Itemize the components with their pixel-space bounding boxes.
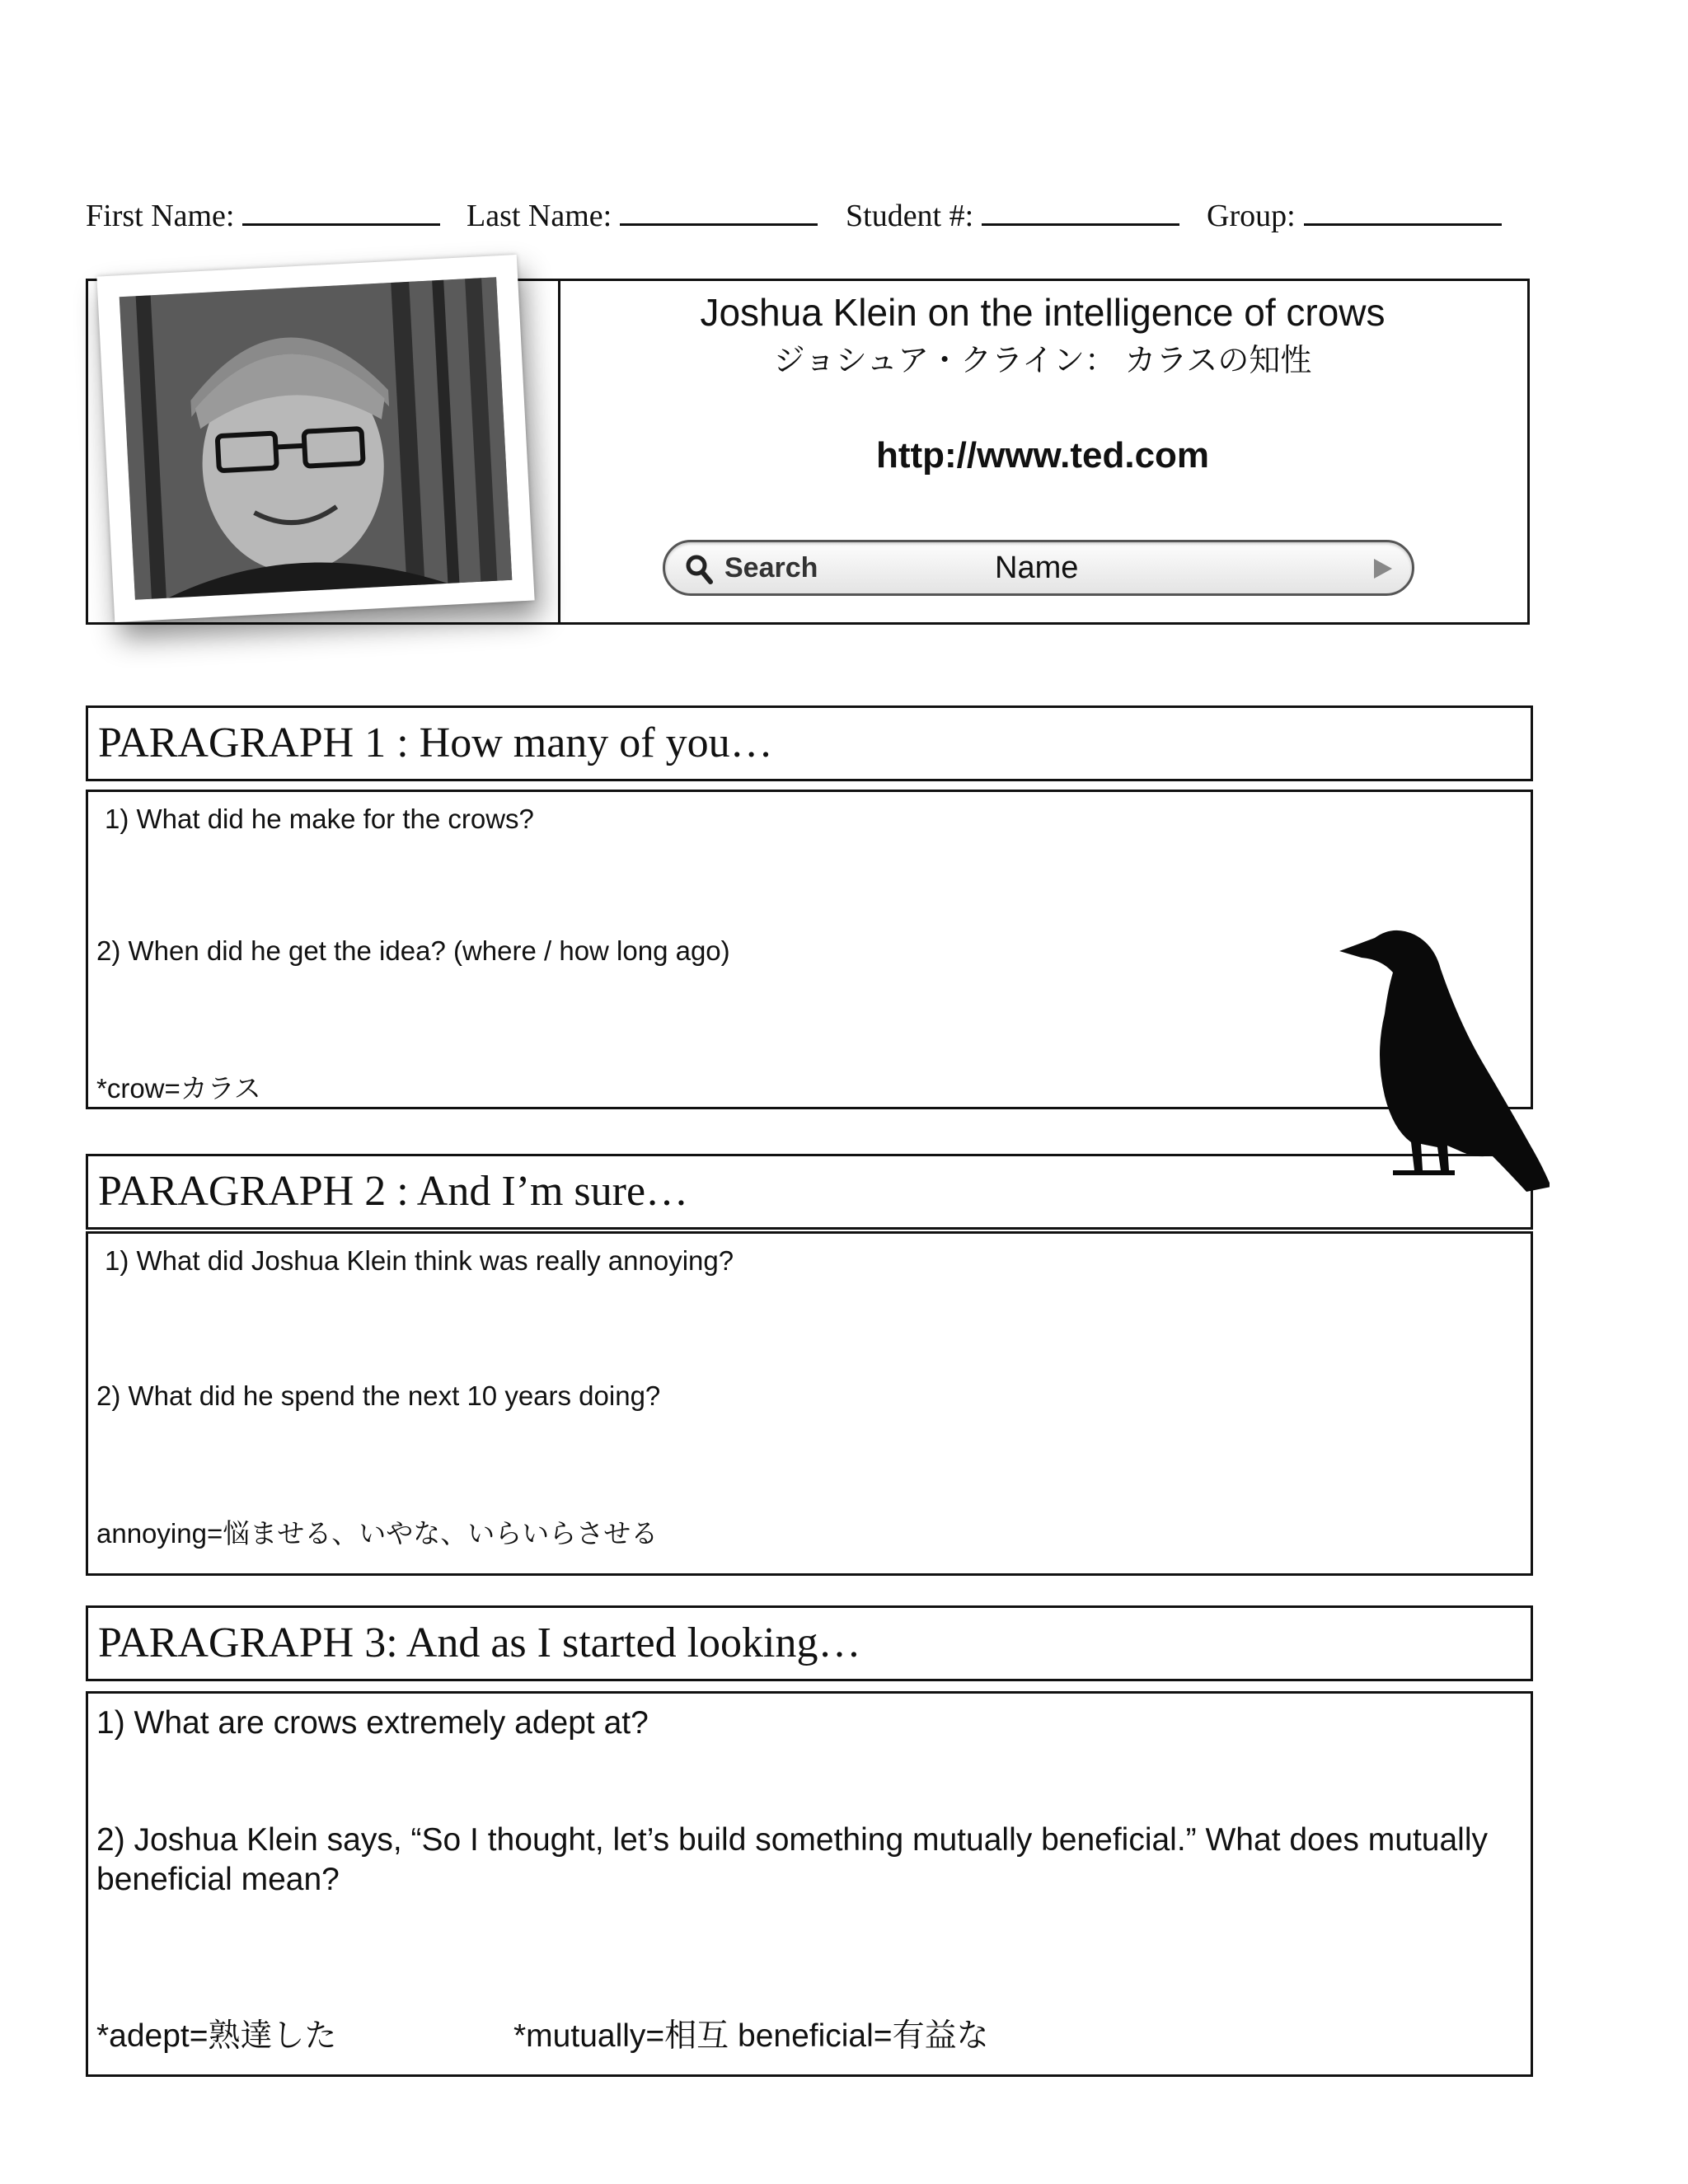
paragraph3-vocab-adept: *adept=熟達した bbox=[96, 2018, 337, 2054]
search-input-value[interactable]: Name bbox=[995, 551, 1079, 585]
speaker-portrait-image bbox=[120, 277, 513, 599]
paragraph2-vocab: annoying=悩ませる、いやな、いらいらさせる bbox=[96, 1518, 659, 1549]
paragraph1-questions bbox=[86, 790, 1533, 1109]
paragraph2-question1: 1) What did Joshua Klein think was really annoying? bbox=[105, 1245, 734, 1276]
portrait-illustration bbox=[120, 277, 513, 599]
crow-icon bbox=[1335, 923, 1550, 1195]
play-icon[interactable] bbox=[1372, 557, 1394, 580]
group-blank[interactable] bbox=[1304, 199, 1502, 226]
paragraph3-vocab-mutually: *mutually=相互 beneficial=有益な bbox=[513, 2018, 989, 2054]
paragraph1-vocab: *crow=カラス bbox=[96, 1073, 261, 1104]
search-bar[interactable] bbox=[663, 540, 1414, 596]
first-name-label: First Name: bbox=[86, 199, 235, 233]
paragraph1-question2: 2) When did he get the idea? (where / how long ago) bbox=[96, 935, 730, 966]
ted-url[interactable]: http://www.ted.com bbox=[875, 435, 1210, 476]
paragraph3-question1: 1) What are crows extremely adept at? bbox=[96, 1705, 649, 1741]
speaker-photo bbox=[96, 255, 534, 622]
group-label: Group: bbox=[1207, 199, 1296, 233]
last-name-label: Last Name: bbox=[467, 199, 612, 233]
paragraph2-question2: 2) What did he spend the next 10 years doing? bbox=[96, 1380, 661, 1411]
first-name-field[interactable] bbox=[86, 198, 440, 234]
student-number-label: Student #: bbox=[846, 199, 974, 233]
paragraph3-heading: PARAGRAPH 3: And as I started looking… bbox=[86, 1605, 1533, 1681]
paragraph1-question1: 1) What did he make for the crows? bbox=[105, 804, 534, 834]
paragraph3-questions bbox=[86, 1691, 1533, 2077]
first-name-blank[interactable] bbox=[242, 199, 440, 226]
student-number-field[interactable] bbox=[846, 198, 1179, 234]
group-field[interactable] bbox=[1207, 198, 1502, 234]
search-icon bbox=[685, 554, 713, 585]
paragraph3-question2: 2) Joshua Klein says, “So I thought, let’s build something mutually beneficial.” What does mutually beneficial mean? bbox=[96, 1822, 1488, 1897]
student-info-fields bbox=[86, 198, 1536, 247]
paragraph1-heading: PARAGRAPH 1 : How many of you… bbox=[86, 705, 1533, 781]
talk-title-japanese: ジョシュア・クライン： カラスの知性 bbox=[773, 344, 1312, 378]
paragraph2-questions bbox=[86, 1231, 1533, 1576]
talk-title-english: Joshua Klein on the intelligence of crows bbox=[700, 291, 1386, 334]
last-name-blank[interactable] bbox=[620, 199, 818, 226]
paragraph2-heading: PARAGRAPH 2 : And I’m sure… bbox=[86, 1154, 1533, 1230]
student-number-blank[interactable] bbox=[982, 199, 1179, 226]
last-name-field[interactable] bbox=[467, 198, 818, 234]
search-label: Search bbox=[724, 552, 818, 583]
